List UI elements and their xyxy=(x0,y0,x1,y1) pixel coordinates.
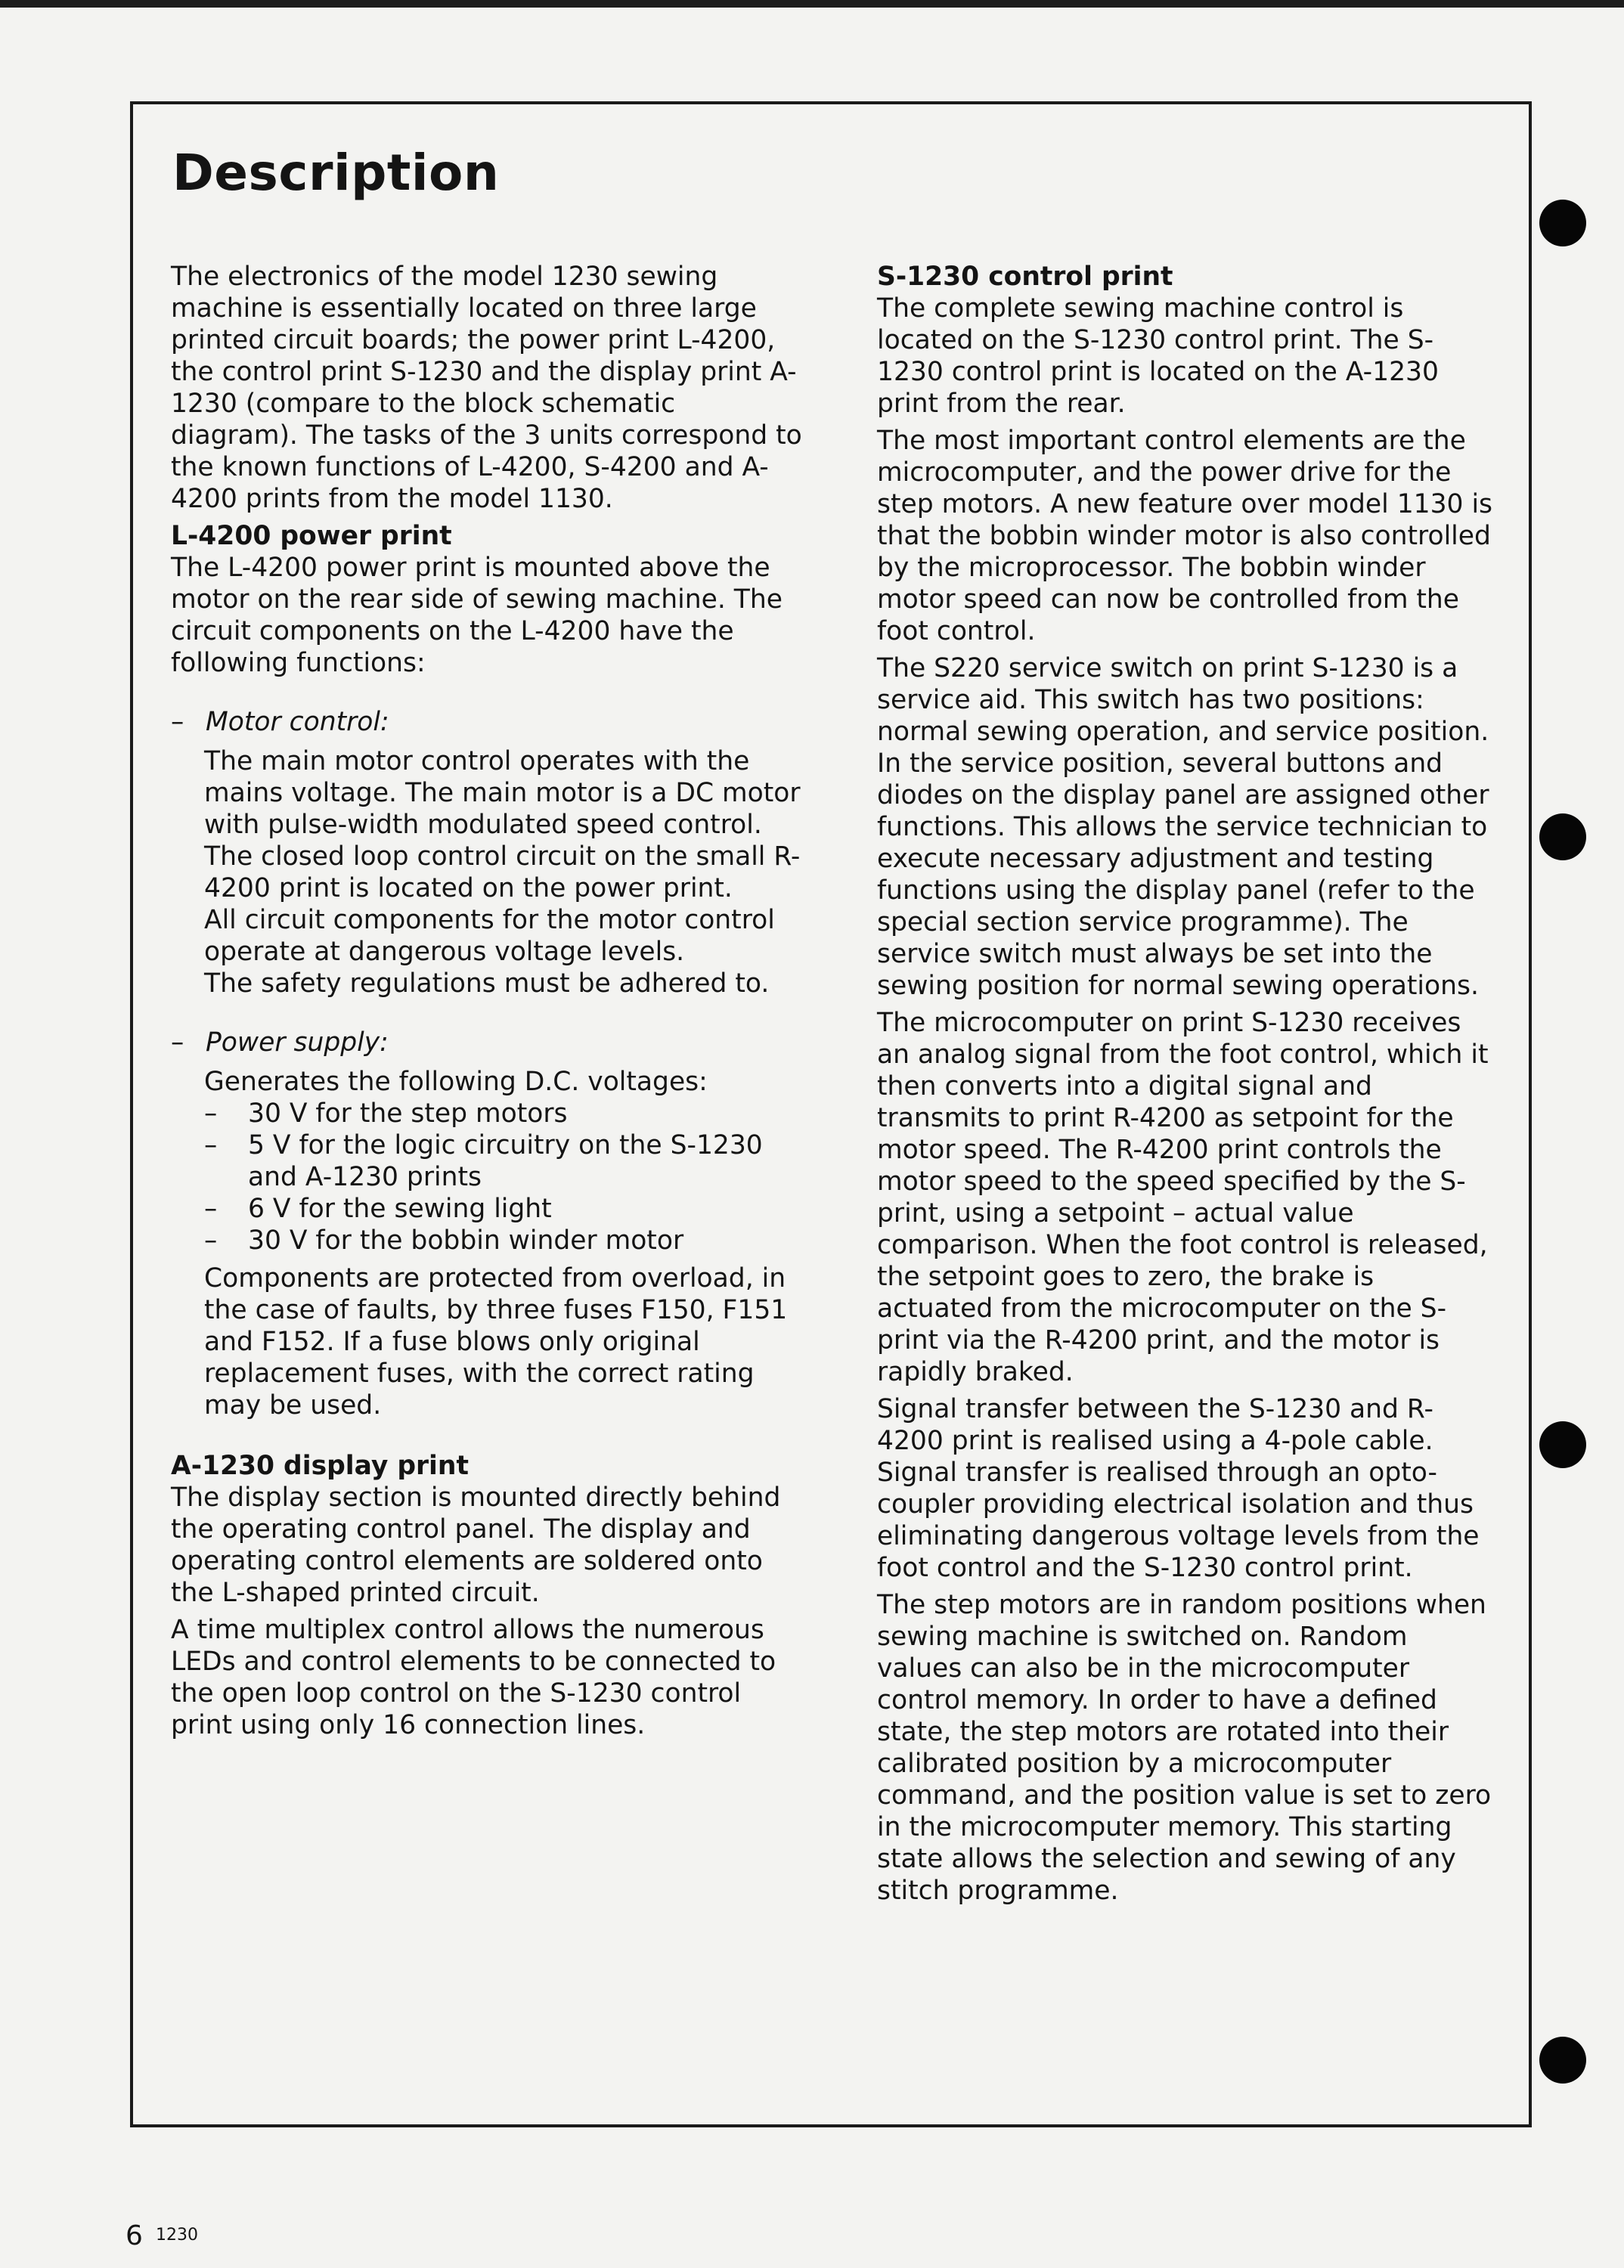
l4200-heading: L-4200 power print xyxy=(171,521,452,551)
punch-hole xyxy=(1539,813,1586,860)
voltage-item: – 6 V for the sewing light xyxy=(204,1193,807,1225)
power-supply-body xyxy=(171,1066,807,1421)
s1230-paragraph: The most important control elements are the microcomputer, and the power drive for the step motors. A new feature over model 1130 is that the bobbin winder motor is also controlled by the microprocessor. The bobbin winder motor speed can now be controlled from the foot control. xyxy=(877,426,1493,646)
page-number: 6 xyxy=(126,2220,143,2251)
motor-control-warning: All circuit components for the motor control operate at dangerous voltage levels. xyxy=(204,905,775,967)
voltage-item: – 30 V for the step motors xyxy=(204,1098,807,1129)
voltage-item: – 5 V for the logic circuitry on the S-1230 and A-1230 prints xyxy=(204,1129,807,1193)
model-number: 1230 xyxy=(156,2226,198,2245)
s1230-paragraph: The S220 service switch on print S-1230 is a service aid. This switch has two positions: normal sewing operation, and service position. In the service position, several buttons and diodes on the display panel are assigned other functions. This allows the service technician to execute necessary adjustment and testing functions using the display panel (refer to the special section service programme). The service switch must always be set into the sewing position for normal sewing operations. xyxy=(877,653,1489,1001)
s1230-paragraph: The step motors are in random positions when sewing machine is switched on. Random values can also be in the microcomputer control memory. In order to have a defined state, the step motors are rotated into their calibrated position by a microcomputer command, and the position value is set to zero in the microcomputer memory. This starting state allows the selection and sewing of any stitch programme. xyxy=(877,1590,1492,1906)
motor-control-label: – Motor control: xyxy=(171,706,807,738)
a1230-heading: A-1230 display print xyxy=(171,1451,469,1481)
a1230-paragraph: The display section is mounted directly behind the operating control panel. The display and operating control elements are soldered onto the L-shaped printed circuit. xyxy=(171,1483,781,1608)
punch-hole xyxy=(1539,200,1586,246)
a1230-paragraph: A time multiplex control allows the numerous LEDs and control elements to be connected to the open loop control on the S-1230 control print using only 16 connection lines. xyxy=(171,1615,776,1740)
l4200-intro: The L-4200 power print is mounted above the motor on the rear side of sewing machine. The circuit components on the L-4200 have the following functions: xyxy=(171,553,783,678)
voltage-list xyxy=(204,1098,807,1256)
l4200-section xyxy=(171,520,807,1421)
motor-control-body xyxy=(171,745,807,999)
voltage-item: – 30 V for the bobbin winder motor xyxy=(204,1225,807,1256)
motor-control-text: The main motor control operates with the mains voltage. The main motor is a DC motor with pulse-width modulated speed control. The closed loop control circuit on the small R-4200 print is located on the power print. xyxy=(204,746,801,903)
s1230-paragraph: The microcomputer on print S-1230 receives an analog signal from the foot control, which it then converts into a digital signal and transmits to print R-4200 as setpoint for the motor speed. The R-4200 print controls the motor speed to the speed specified by the S-print, using a setpoint – actual value comparison. When the foot control is released, the setpoint goes to zero, the brake is actuated from the microcomputer on the S-print via the R-4200 print, and the motor is rapidly braked. xyxy=(877,1008,1489,1387)
scan-top-edge xyxy=(0,0,1624,8)
s1230-paragraph: The complete sewing machine control is located on the S-1230 control print. The S-1230 control print is located on the A-1230 print from the rear. xyxy=(877,293,1439,419)
right-column xyxy=(877,261,1493,1912)
left-column xyxy=(171,261,807,1770)
intro-paragraph: The electronics of the model 1230 sewing machine is essentially located on three large printed circuit boards; the power print L-4200, the control print S-1230 and the display print A-1230 (compare to the block schematic diagram). The tasks of the 3 units correspond to the known functions of L-4200, S-4200 and A-4200 prints from the model 1130. xyxy=(171,262,802,514)
punch-hole xyxy=(1539,2037,1586,2084)
s1230-heading: S-1230 control print xyxy=(877,262,1173,292)
punch-hole xyxy=(1539,1421,1586,1468)
a1230-section xyxy=(171,1450,807,1741)
power-supply-label: – Power supply: xyxy=(171,1027,807,1058)
power-supply-intro: Generates the following D.C. voltages: xyxy=(204,1067,708,1097)
s1230-paragraph: Signal transfer between the S-1230 and R-4200 print is realised using a 4-pole cable. Signal transfer is realised through an opto-coupler providing electrical isolation and thus eliminating dangerous voltage levels from the foot control and the S-1230 control print. xyxy=(877,1394,1480,1583)
page-title: Description xyxy=(172,144,500,202)
fuse-note: Components are protected from overload, in the case of faults, by three fuses F150, F151 and F152. If a fuse blows only original replacement fuses, with the correct rating may be used. xyxy=(204,1263,788,1421)
motor-control-safety: The safety regulations must be adhered to. xyxy=(204,968,770,999)
